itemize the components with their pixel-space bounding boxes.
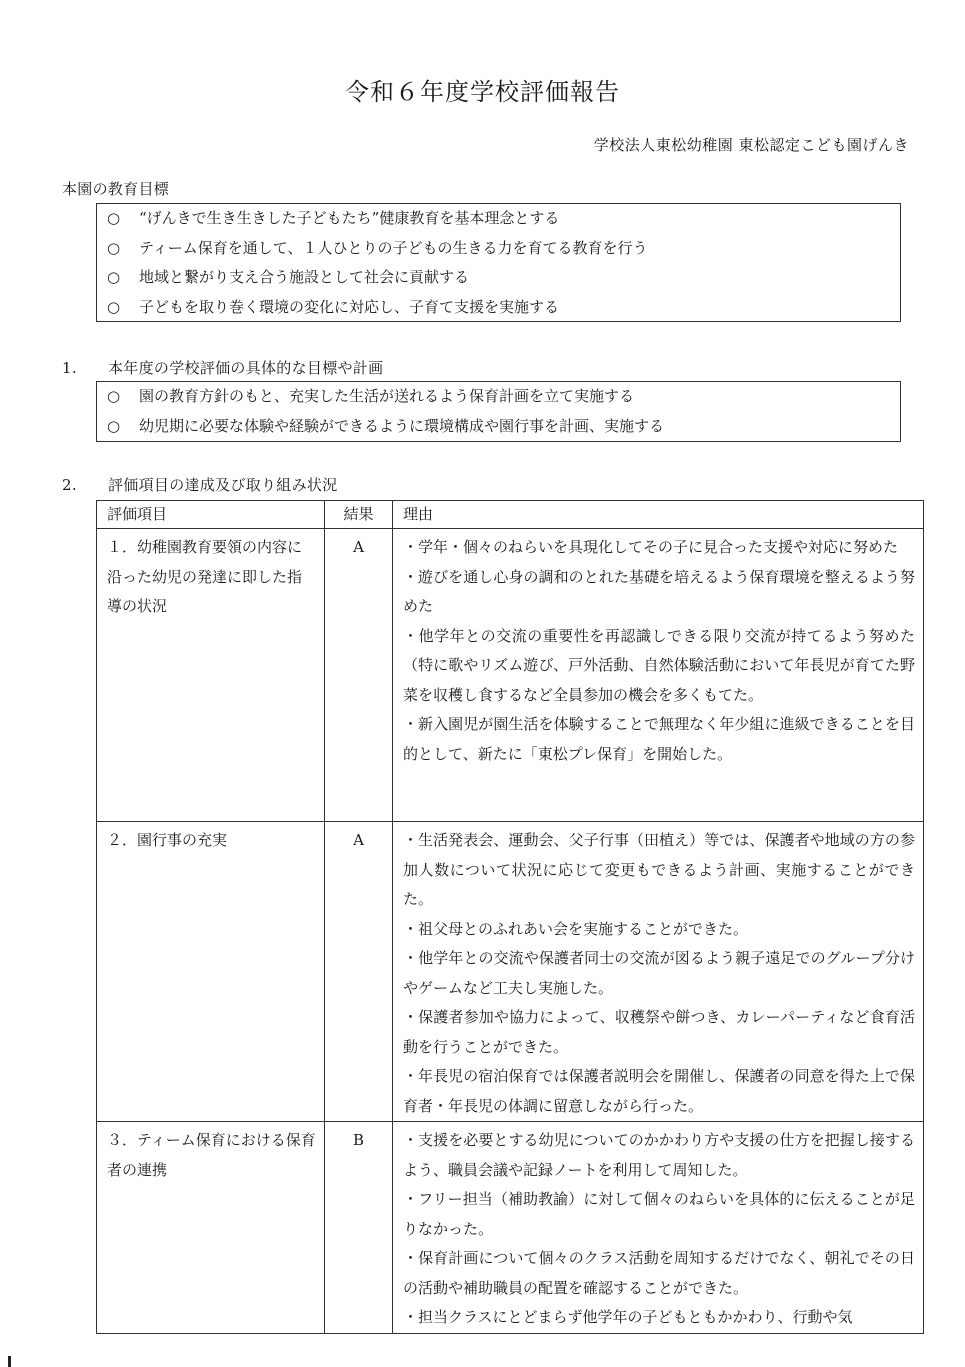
- goal-item: ○ “げんきで生き生きした子どもたち”健康教育を基本理念とする: [97, 204, 900, 234]
- evaluation-table: [96, 500, 924, 1334]
- goals-box: [96, 203, 901, 322]
- evaluation-item: ３．ティーム保育における保育者の連携: [97, 1122, 325, 1334]
- circle-bullet-icon: ○: [107, 297, 121, 316]
- goal-item: ○ ティーム保育を通して、１人ひとりの子どもの生きる力を育てる教育を行う: [97, 234, 900, 264]
- circle-bullet-icon: ○: [107, 209, 121, 227]
- reason-text: ・学年・個々のねらいを具現化してその子に見合った支援や対応に努めた: [403, 538, 899, 556]
- reason-text: ・他学年との交流や保護者同士の交流が図るよう親子遠足でのグループ分けやゲームなど工夫し実施した。: [403, 949, 915, 997]
- reason-text: ・新入園児が園生活を体験することで無理なく年少組に進級できることを目的として、新たに「東松プレ保育」を開始した。: [403, 715, 915, 763]
- table-header-row: [97, 501, 924, 529]
- organization-name: 学校法人東松幼稚園 東松認定こども園げんき: [593, 136, 909, 154]
- scan-mark: [8, 1356, 11, 1367]
- evaluation-reasons: [393, 822, 924, 1122]
- evaluation-result: A: [325, 822, 393, 1122]
- column-header-result: 結果: [325, 501, 393, 529]
- evaluation-result: A: [325, 529, 393, 822]
- section1-box: [96, 381, 901, 442]
- circle-bullet-icon: ○: [107, 238, 121, 257]
- circle-bullet-icon: ○: [107, 268, 121, 286]
- reason-text: ・他学年との交流の重要性を再認識しできる限り交流が持てるよう努めた（特に歌やリズム遊び、戸外活動、自然体験活動において年長児が育てた野菜を収穫し食するなど全員参加の機会を多くもてた。: [403, 626, 915, 704]
- reason-text: ・遊びを通し心身の調和のとれた基礎を培えるよう保育環境を整えるよう努めた: [403, 567, 915, 615]
- table-row: [97, 1122, 924, 1334]
- page-title: 令和６年度学校評価報告: [345, 78, 620, 106]
- evaluation-item: １．幼稚園教育要領の内容に沿った幼児の発達に即した指導の状況: [97, 529, 325, 822]
- circle-bullet-icon: ○: [107, 387, 121, 405]
- evaluation-item: ２．園行事の充実: [97, 822, 325, 1122]
- evaluation-reasons: [393, 1122, 924, 1334]
- goals-heading: 本園の教育目標: [62, 180, 170, 198]
- circle-bullet-icon: ○: [107, 416, 121, 435]
- section1-heading: 1. 本年度の学校評価の具体的な目標や計画: [62, 359, 384, 377]
- reason-text: ・年長児の宿泊保育では保護者説明会を開催し、保護者の同意を得た上で保育者・年長児の体調に留意しながら行った。: [403, 1067, 915, 1115]
- reason-text: ・保育計画について個々のクラス活動を周知するだけでなく、朝礼でその日の活動や補助職員の配置を確認することができた。: [403, 1249, 915, 1297]
- section2-heading: 2. 評価項目の達成及び取り組み状況: [62, 476, 338, 494]
- table-row: [97, 529, 924, 822]
- table-row: [97, 822, 924, 1122]
- reason-text: ・フリー担当（補助教諭）に対して個々のねらいを具体的に伝えることが足りなかった。: [403, 1190, 915, 1238]
- reason-text: ・保護者参加や協力によって、収穫祭や餅つき、カレーパーティなど食育活動を行うことができた。: [403, 1008, 915, 1056]
- column-header-reason: 理由: [393, 501, 924, 529]
- goal-item: ○ 子どもを取り巻く環境の変化に対応し、子育て支援を実施する: [97, 293, 900, 323]
- reason-text: ・生活発表会、運動会、父子行事（田植え）等では、保護者や地域の方の参加人数について状況に応じて変更もできるよう計画、実施することができた。: [403, 831, 915, 908]
- evaluation-reasons: [393, 529, 924, 822]
- column-header-item: 評価項目: [97, 501, 325, 529]
- plan-item: ○ 園の教育方針のもと、充実した生活が送れるよう保育計画を立て実施する: [97, 382, 900, 412]
- evaluation-result: B: [325, 1122, 393, 1334]
- plan-item: ○ 幼児期に必要な体験や経験ができるように環境構成や園行事を計画、実施する: [97, 412, 900, 442]
- reason-text: ・支援を必要とする幼児についてのかかわり方や支援の仕方を把握し接するよう、職員会議や記録ノートを利用して周知した。: [403, 1131, 915, 1179]
- reason-text: ・担当クラスにとどまらず他学年の子どもともかかわり、行動や気: [403, 1308, 853, 1326]
- reason-text: ・祖父母とのふれあい会を実施することができた。: [403, 919, 749, 938]
- goal-item: ○ 地域と繋がり支え合う施設として社会に貢献する: [97, 263, 900, 293]
